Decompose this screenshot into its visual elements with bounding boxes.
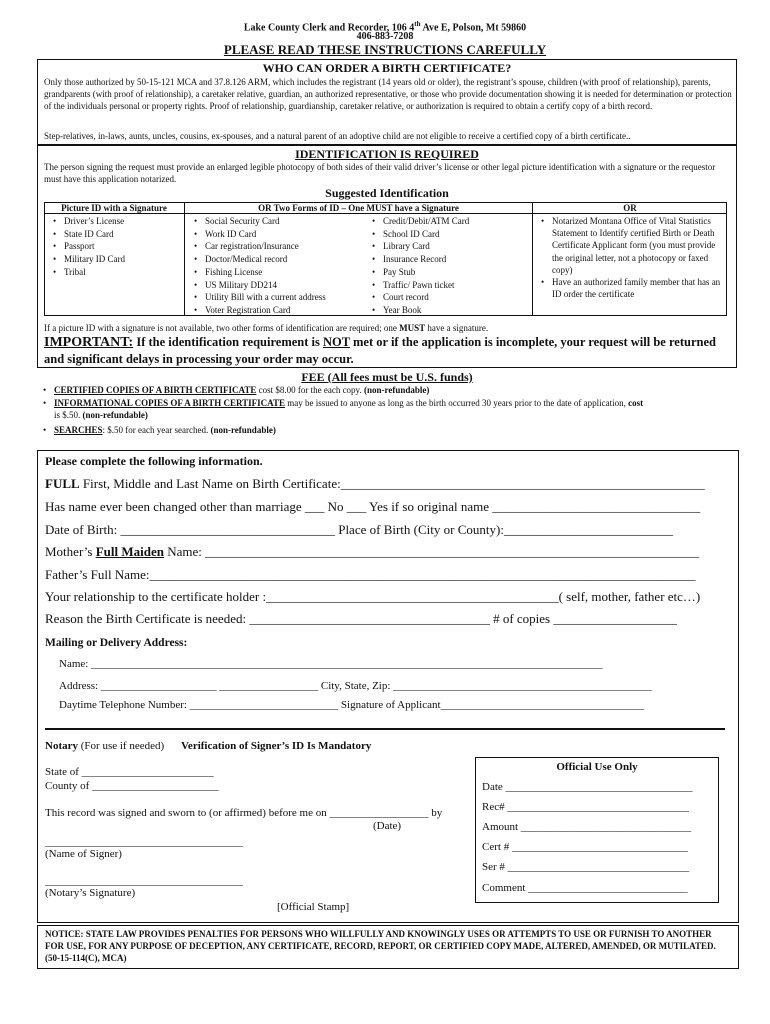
fee-item-certified: • CERTIFIED COPIES OF A BIRTH CERTIFICATE cost $8.00 for the each copy. (non-refundable): [40, 384, 732, 396]
list-item: • Library Card: [369, 240, 529, 253]
official-amount-field: Amount _______________________________: [482, 821, 692, 833]
list-item: • Insurance Record: [369, 253, 529, 266]
section-divider: [45, 728, 725, 730]
list-item: • Traffic/ Pawn ticket: [369, 279, 529, 292]
form-heading: Please complete the following information.: [45, 454, 263, 468]
list-item: • Have an authorized family member that has an ID order the certificate: [538, 276, 724, 300]
reason-copies-field[interactable]: Reason the Birth Certificate is needed: _____________________________________ # of copies ___________________: [45, 611, 677, 626]
col2a-list: [191, 215, 361, 317]
who-heading: WHO CAN ORDER A BIRTH CERTIFICATE?: [262, 61, 512, 75]
mailing-name-field[interactable]: Name: _____________________________________________________________________________________________: [59, 658, 603, 670]
notary-signature-line[interactable]: ____________________________________: [45, 875, 243, 887]
fee-item-searches: • SEARCHES: $.50 for each year searched. (non-refundable): [40, 424, 732, 436]
father-name-field[interactable]: Father’s Full Name:____________________________________________________________________________________: [45, 567, 696, 582]
who-paragraph: Only those authorized by 50-15-121 MCA and 37.8.126 ARM, which includes the registrant (14 years old or older), the registrant’s spouse, children (with proof of relationship), parents, grandparents (with proof of relationship), a caretaker relative, guardian, an authorized representative, or those who provide documentation showing it is needed for determination or protection of the individuals personal or property rights. Proof of relationship, guardianship, caretaker relative, or authorization is required to obtain a certify copy of a birth record.: [44, 77, 732, 111]
full-name-field[interactable]: FULL First, Middle and Last Name on Birth Certificate:________________________________________________________: [45, 476, 705, 491]
col1-header: Picture ID with a Signature: [61, 203, 167, 213]
notary-signature-caption: (Notary’s Signature): [45, 887, 136, 899]
col3-header: OR: [623, 203, 637, 213]
list-item: • Court record: [369, 291, 529, 304]
identification-heading: IDENTIFICATION IS REQUIRED: [295, 147, 479, 161]
list-item: • School ID Card: [369, 228, 529, 241]
list-item: • Social Security Card: [191, 215, 361, 228]
official-rec-field: Rec# _________________________________: [482, 801, 689, 813]
list-item: • Notarized Montana Office of Vital Statistics Statement to Identify certified Birth or Death Certificate Applicant form (you must provide the original letter, not a photocopy or faxed copy): [538, 215, 724, 276]
notary-state-field[interactable]: State of ________________________: [45, 766, 214, 778]
important-notice: IMPORTANT: If the identification requirement is NOT met or if the application is incomplete, your request will be returned and significant delays in processing your order may occur.: [44, 335, 716, 366]
mother-name-field[interactable]: Mother’s Full Maiden Name: ____________________________________________________________________________: [45, 544, 700, 559]
notary-sworn-field[interactable]: This record was signed and sworn to (or affirmed) before me on __________________ by: [45, 807, 443, 819]
date-caption: (Date): [373, 820, 402, 832]
list-item: • Fishing License: [191, 266, 361, 279]
page-title: PLEASE READ THESE INSTRUCTIONS CAREFULLY: [223, 42, 547, 57]
col3-list: [538, 215, 724, 300]
birth-date-place-field[interactable]: Date of Birth: _________________________________ Place of Birth (City or County):__________________________: [45, 522, 673, 537]
list-item: • Military ID Card: [50, 253, 180, 266]
id-table-divider-1: [184, 202, 185, 316]
clerk-phone: 406-883-7208: [356, 31, 414, 42]
mailing-address-field[interactable]: Address: _____________________ __________________ City, State, Zip: _______________________________________________: [59, 680, 652, 692]
fee-item-informational: • INFORMATIONAL COPIES OF A BIRTH CERTIFICATE may be issued to anyone as long as the birth occurred 30 years prior to the date of application, cost is $.50. (non-refundable): [40, 397, 732, 421]
official-comment-field: Comment _____________________________: [482, 882, 688, 894]
signer-name-line[interactable]: ____________________________________: [45, 836, 243, 848]
fee-list: [40, 384, 732, 436]
mailing-heading: Mailing or Delivery Address:: [45, 637, 188, 649]
list-item: • Work ID Card: [191, 228, 361, 241]
list-item: • Driver’s License: [50, 215, 180, 228]
official-stamp-area: [Official Stamp]: [277, 901, 350, 913]
fee-heading: FEE (All fees must be U.S. funds): [301, 370, 473, 384]
list-item: • Credit/Debit/ATM Card: [369, 215, 529, 228]
list-item: • Pay Stub: [369, 266, 529, 279]
official-ser-field: Ser # _________________________________: [482, 861, 690, 873]
list-item: • Doctor/Medical record: [191, 253, 361, 266]
list-item: • US Military DD214: [191, 279, 361, 292]
notary-header: Notary (For use if needed): [45, 740, 165, 752]
clerk-address: Lake County Clerk and Recorder, 106 4th Ave E, Polson, Mt 59860: [243, 20, 527, 34]
list-item: • Utility Bill with a current address: [191, 291, 361, 304]
who-ineligible: Step-relatives, in-laws, aunts, uncles, cousins, ex-spouses, and a natural parent of an adoptive child are not eligible to receive a certified copy of a birth certificate..: [44, 131, 631, 141]
official-date-field: Date __________________________________: [482, 781, 693, 793]
official-cert-field: Cert # ________________________________: [482, 841, 688, 853]
suggested-id-title: Suggested Identification: [325, 186, 449, 200]
signer-name-caption: (Name of Signer): [45, 848, 122, 860]
list-item: • Car registration/Insurance: [191, 240, 361, 253]
list-item: • State ID Card: [50, 228, 180, 241]
col2b-list: [369, 215, 529, 317]
id-note: If a picture ID with a signature is not available, two other forms of identification are required; one MUST have a signature.: [44, 323, 489, 333]
id-table-divider-2: [532, 202, 533, 316]
list-item: • Year Book: [369, 304, 529, 317]
legal-notice-text: NOTICE: STATE LAW PROVIDES PENALTIES FOR PERSONS WHO WILLFULLY AND KNOWINGLY USES OR ATTEMPTS TO USE OR FURNISH TO ANOTHER FOR USE, FOR ANY PURPOSE OF DECEPTION, ANY CERTIFICATE, RECORD, REPORT, OR CERTIFIED COPY MADE, ALTERED, AMENDED, OR MUTILATED. (50-15-114(C), MCA): [45, 929, 716, 963]
notary-county-field[interactable]: County of _______________________: [45, 780, 219, 792]
official-use-heading: Official Use Only: [556, 761, 638, 773]
relationship-field[interactable]: Your relationship to the certificate holder :_____________________________________________( self, mother, father etc…): [45, 589, 701, 604]
list-item: • Voter Registration Card: [191, 304, 361, 317]
verification-heading: Verification of Signer’s ID Is Mandatory: [181, 740, 372, 752]
col1-list: [50, 215, 180, 279]
list-item: • Tribal: [50, 266, 180, 279]
col2-header: OR Two Forms of ID – One MUST have a Signature: [258, 203, 459, 213]
list-item: • Passport: [50, 240, 180, 253]
phone-signature-field[interactable]: Daytime Telephone Number: ___________________________ Signature of Applicant_____________________________________: [59, 699, 645, 711]
name-changed-field[interactable]: Has name ever been changed other than marriage ___ No ___ Yes if so original name ________________________________: [45, 499, 701, 514]
identification-intro: The person signing the request must provide an enlarged legible photocopy of both sides of their valid driver’s license or other legal picture identification with a signature or the requestor must have this application notarized.: [44, 162, 716, 184]
